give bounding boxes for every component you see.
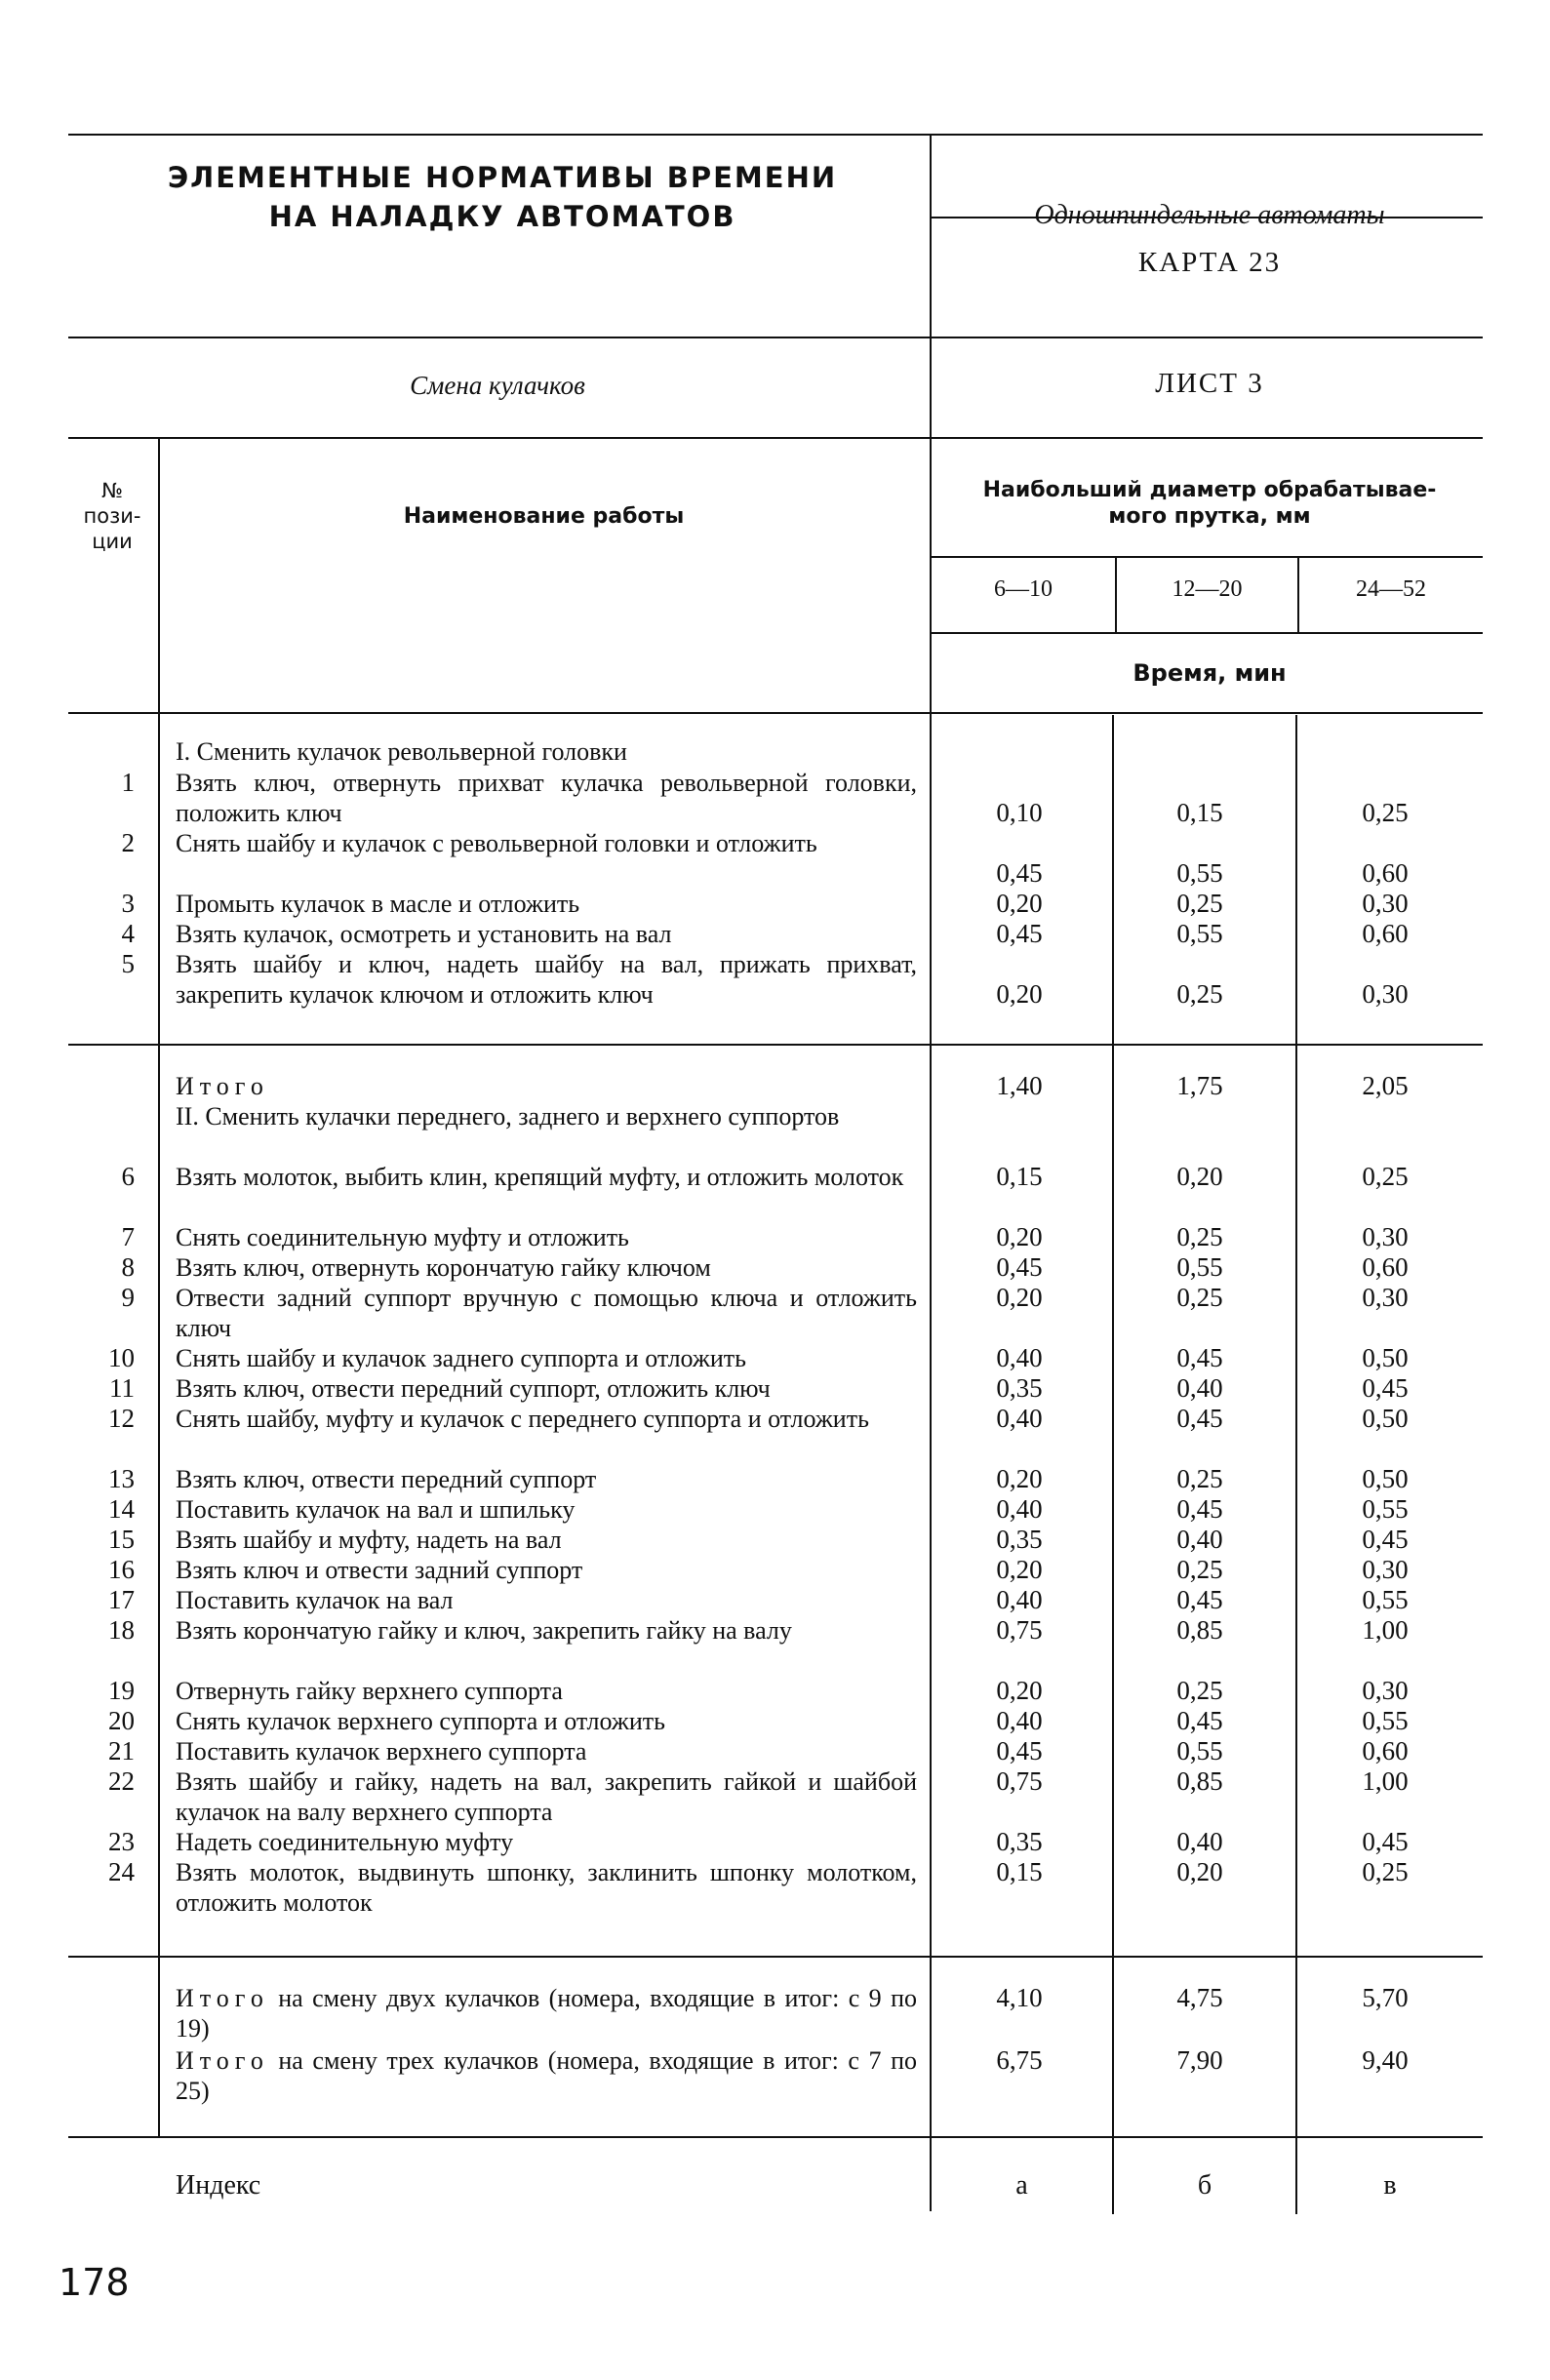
row-description: Взять ключ, отвести передний суппорт, отложить ключ <box>176 1374 771 1403</box>
value-col3: 0,50 <box>1362 1343 1409 1372</box>
row-description: Отвести задний суппорт вручную с помощью ключа и отложить ключ <box>176 1284 917 1342</box>
value-col2: 0,25 <box>1176 1555 1223 1584</box>
value-col1: 0,40 <box>996 1706 1043 1735</box>
value-col1: 0,20 <box>996 1464 1043 1493</box>
value-col1: 6,75 <box>996 2045 1043 2075</box>
row-description: Взять корончатую гайку и ключ, закрепить гайку на валу <box>176 1616 792 1645</box>
row-number: 9 <box>121 1283 135 1312</box>
rule-title-bottom <box>68 337 1483 338</box>
value-col1: 0,35 <box>996 1373 1043 1403</box>
value-col3: 0,25 <box>1362 798 1409 827</box>
value-col1: 0,45 <box>996 858 1043 888</box>
row-description: Снять шайбу и кулачок с револьверной головки и отложить <box>176 829 817 857</box>
value-col2: 0,45 <box>1176 1585 1223 1614</box>
value-col3: 0,30 <box>1362 1283 1409 1312</box>
value-col1: 0,20 <box>996 1555 1043 1584</box>
value-col2: 0,40 <box>1176 1373 1223 1403</box>
value-col2: 0,45 <box>1176 1343 1223 1372</box>
value-col3: 9,40 <box>1362 2045 1409 2075</box>
row-number: 3 <box>121 889 135 918</box>
row-number: 22 <box>108 1766 135 1796</box>
row-number: 21 <box>108 1736 135 1765</box>
value-col3: 0,55 <box>1362 1494 1409 1524</box>
value-col1: 0,15 <box>996 1162 1043 1191</box>
column-header-diameter <box>936 477 1483 530</box>
value-col1: 0,45 <box>996 1736 1043 1765</box>
row-description: Снять соединительную муфту и отложить <box>176 1223 629 1251</box>
position-header-line3: ции <box>92 530 133 553</box>
position-header-line2: пози- <box>83 504 141 528</box>
page-title-line1: ЭЛЕМЕНТНЫЕ НОРМАТИВЫ ВРЕМЕНИ <box>167 161 838 194</box>
value-col1: 0,10 <box>996 798 1043 827</box>
row-description: Взять ключ и отвести задний суппорт <box>176 1556 583 1584</box>
row-description: Поставить кулачок на вал <box>176 1586 454 1614</box>
value-col3: 0,25 <box>1362 1162 1409 1191</box>
value-col3: 0,30 <box>1362 1222 1409 1251</box>
rule-totals-bottom <box>68 2136 1483 2138</box>
total-description <box>176 1983 917 2043</box>
value-col3: 0,55 <box>1362 1585 1409 1614</box>
card-number: КАРТА 23 <box>1137 247 1282 278</box>
value-col2: 0,85 <box>1176 1766 1223 1796</box>
diameter-header-line2: мого прутка, мм <box>1108 504 1311 529</box>
value-col1: 0,45 <box>996 919 1043 948</box>
row-description: Взять ключ, отвести передний суппорт <box>176 1465 597 1493</box>
value-col1: 0,20 <box>996 1222 1043 1251</box>
value-col1: 0,20 <box>996 1676 1043 1705</box>
row-description: Надеть соединительную муфту <box>176 1828 514 1856</box>
subtitle: Смена кулачков <box>410 371 585 400</box>
position-header-line1: № <box>101 479 123 502</box>
value-col1: 0,40 <box>996 1494 1043 1524</box>
page-title <box>117 158 888 236</box>
row-number: 17 <box>108 1585 135 1614</box>
range-header-2: 12—20 <box>1172 576 1243 602</box>
value-col2: 0,25 <box>1176 1222 1223 1251</box>
row-number: 12 <box>108 1404 135 1433</box>
total-text: на смену трех кулачков (номера, входящие в итог: с 7 по 25) <box>176 2046 917 2105</box>
column-header-position <box>68 478 156 554</box>
value-col3: 1,00 <box>1362 1615 1409 1645</box>
total-description <box>176 2045 917 2106</box>
column-header-work: Наименование работы <box>403 504 685 529</box>
value-col2: 0,25 <box>1176 1283 1223 1312</box>
row-number: 2 <box>121 828 135 857</box>
row-description: Взять шайбу и гайку, надеть на вал, закрепить гайкой и шайбой кулачок на валу верхнего суппорта <box>176 1767 917 1826</box>
rule-header-bottom <box>68 712 1483 714</box>
value-col1: 0,75 <box>996 1766 1043 1796</box>
rule-pos-divider <box>158 437 160 2136</box>
value-col1: 0,40 <box>996 1585 1043 1614</box>
row-number: 6 <box>121 1162 135 1191</box>
column-header-time: Время, мин <box>1133 659 1287 687</box>
row-description: I. Сменить кулачок револьверной головки <box>176 737 627 766</box>
value-col2: 0,25 <box>1176 1464 1223 1493</box>
value-col2: 0,20 <box>1176 1162 1223 1191</box>
value-col3: 0,60 <box>1362 1736 1409 1765</box>
row-description: Взять шайбу и ключ, надеть шайбу на вал, прижать прихват, закрепить кулачок ключом и отложить ключ <box>176 950 917 1009</box>
row-number: 5 <box>121 949 135 978</box>
total-lead: Итого <box>176 1984 269 2012</box>
row-description: Поставить кулачок верхнего суппорта <box>176 1737 587 1765</box>
value-col3: 2,05 <box>1362 1071 1409 1100</box>
value-col2: 0,45 <box>1176 1706 1223 1735</box>
value-col2: 0,55 <box>1176 1736 1223 1765</box>
row-number: 4 <box>121 919 135 948</box>
rule-section1-bottom <box>68 1044 1483 1046</box>
row-description: Взять молоток, выдвинуть шпонку, заклинить шпонку молотком, отложить молоток <box>176 1858 917 1917</box>
value-col3: 0,60 <box>1362 919 1409 948</box>
row-description: Поставить кулачок на вал и шпильку <box>176 1495 576 1524</box>
row-number: 23 <box>108 1827 135 1856</box>
value-col2: 0,45 <box>1176 1494 1223 1524</box>
index-value-1: а <box>1015 2170 1028 2201</box>
page-number: 178 <box>59 2261 130 2304</box>
row-number: 13 <box>108 1464 135 1493</box>
row-description: Снять шайбу, муфту и кулачок с переднего суппорта и отложить <box>176 1405 869 1433</box>
row-description: Взять кулачок, осмотреть и установить на вал <box>176 920 672 948</box>
value-col3: 5,70 <box>1362 1983 1409 2012</box>
index-value-3: в <box>1383 2170 1397 2201</box>
value-col1: 4,10 <box>996 1983 1043 2012</box>
row-number: 19 <box>108 1676 135 1705</box>
row-description: Взять ключ, отвернуть корончатую гайку ключом <box>176 1253 711 1282</box>
value-col2: 0,55 <box>1176 919 1223 948</box>
row-number: 11 <box>109 1373 135 1403</box>
row-number: 10 <box>108 1343 135 1372</box>
rule-top <box>68 134 1483 136</box>
row-description: Отвернуть гайку верхнего суппорта <box>176 1677 563 1705</box>
total-text: на смену двух кулачков (номера, входящие в итог: с 9 по 19) <box>176 1984 918 2043</box>
value-col3: 0,30 <box>1362 889 1409 918</box>
value-col1: 0,15 <box>996 1857 1043 1886</box>
index-value-2: б <box>1197 2170 1212 2201</box>
value-col2: 7,90 <box>1176 2045 1223 2075</box>
value-col2: 0,85 <box>1176 1615 1223 1645</box>
value-col3: 0,50 <box>1362 1404 1409 1433</box>
value-col3: 0,50 <box>1362 1464 1409 1493</box>
value-col2: 0,55 <box>1176 858 1223 888</box>
value-col2: 0,20 <box>1176 1857 1223 1886</box>
machine-type: Одношпиндельные автоматы <box>1034 200 1385 230</box>
value-col3: 0,45 <box>1362 1525 1409 1554</box>
value-col3: 0,30 <box>1362 979 1409 1009</box>
value-col2: 0,40 <box>1176 1525 1223 1554</box>
total-lead: Итого <box>176 2046 269 2075</box>
rule-section2-bottom <box>68 1956 1483 1958</box>
value-col1: 0,40 <box>996 1404 1043 1433</box>
value-col1: 0,20 <box>996 979 1043 1009</box>
value-col1: 0,75 <box>996 1615 1043 1645</box>
row-number: 18 <box>108 1615 135 1645</box>
row-description: Промыть кулачок в масле и отложить <box>176 890 580 918</box>
row-number: 24 <box>108 1857 135 1886</box>
value-col1: 0,35 <box>996 1827 1043 1856</box>
range-header-1: 6—10 <box>994 576 1053 602</box>
subtotal-label: Итого <box>176 1072 269 1100</box>
row-description: Взять ключ, отвернуть прихват кулачка револьверной головки, положить ключ <box>176 769 917 827</box>
row-number: 15 <box>108 1525 135 1554</box>
row-number: 14 <box>108 1494 135 1524</box>
value-col3: 0,45 <box>1362 1827 1409 1856</box>
value-col2: 0,25 <box>1176 889 1223 918</box>
value-col3: 0,55 <box>1362 1706 1409 1735</box>
row-number: 20 <box>108 1706 135 1735</box>
value-col3: 0,25 <box>1362 1857 1409 1886</box>
rule-header-top <box>68 437 1483 439</box>
value-col3: 0,60 <box>1362 1252 1409 1282</box>
value-col1: 0,45 <box>996 1252 1043 1282</box>
row-description: Снять кулачок верхнего суппорта и отложить <box>176 1707 665 1735</box>
value-col2: 1,75 <box>1176 1071 1223 1100</box>
value-col2: 0,25 <box>1176 1676 1223 1705</box>
value-col2: 0,25 <box>1176 979 1223 1009</box>
value-col1: 0,40 <box>996 1343 1043 1372</box>
value-col2: 4,75 <box>1176 1983 1223 2012</box>
index-label: Индекс <box>176 2170 261 2201</box>
value-col3: 0,45 <box>1362 1373 1409 1403</box>
row-description: Снять шайбу и кулачок заднего суппорта и отложить <box>176 1344 746 1372</box>
row-number: 8 <box>121 1252 135 1282</box>
value-col1: 0,35 <box>996 1525 1043 1554</box>
row-description: Взять молоток, выбить клин, крепящий муфту, и отложить молоток <box>176 1163 904 1191</box>
rule-diameter-bottom <box>932 556 1483 558</box>
row-number: 7 <box>121 1222 135 1251</box>
value-col2: 0,15 <box>1176 798 1223 827</box>
sheet-number: ЛИСТ 3 <box>1155 368 1264 399</box>
diameter-header-line1: Наибольший диаметр обрабатывае- <box>982 478 1437 502</box>
value-col3: 0,30 <box>1362 1676 1409 1705</box>
value-col3: 0,60 <box>1362 858 1409 888</box>
rule-ranges-bottom <box>932 632 1483 634</box>
value-col1: 1,40 <box>996 1071 1043 1100</box>
value-col3: 1,00 <box>1362 1766 1409 1796</box>
page-title-line2: НА НАЛАДКУ АВТОМАТОВ <box>268 200 736 233</box>
row-number: 16 <box>108 1555 135 1584</box>
value-col2: 0,40 <box>1176 1827 1223 1856</box>
row-number: 1 <box>121 768 135 797</box>
value-col3: 0,30 <box>1362 1555 1409 1584</box>
value-col1: 0,20 <box>996 1283 1043 1312</box>
row-description: Взять шайбу и муфту, надеть на вал <box>176 1526 562 1554</box>
range-header-3: 24—52 <box>1356 576 1426 602</box>
value-col2: 0,55 <box>1176 1252 1223 1282</box>
value-col2: 0,45 <box>1176 1404 1223 1433</box>
row-description: II. Сменить кулачки переднего, заднего и верхнего суппортов <box>176 1102 840 1130</box>
value-col1: 0,20 <box>996 889 1043 918</box>
